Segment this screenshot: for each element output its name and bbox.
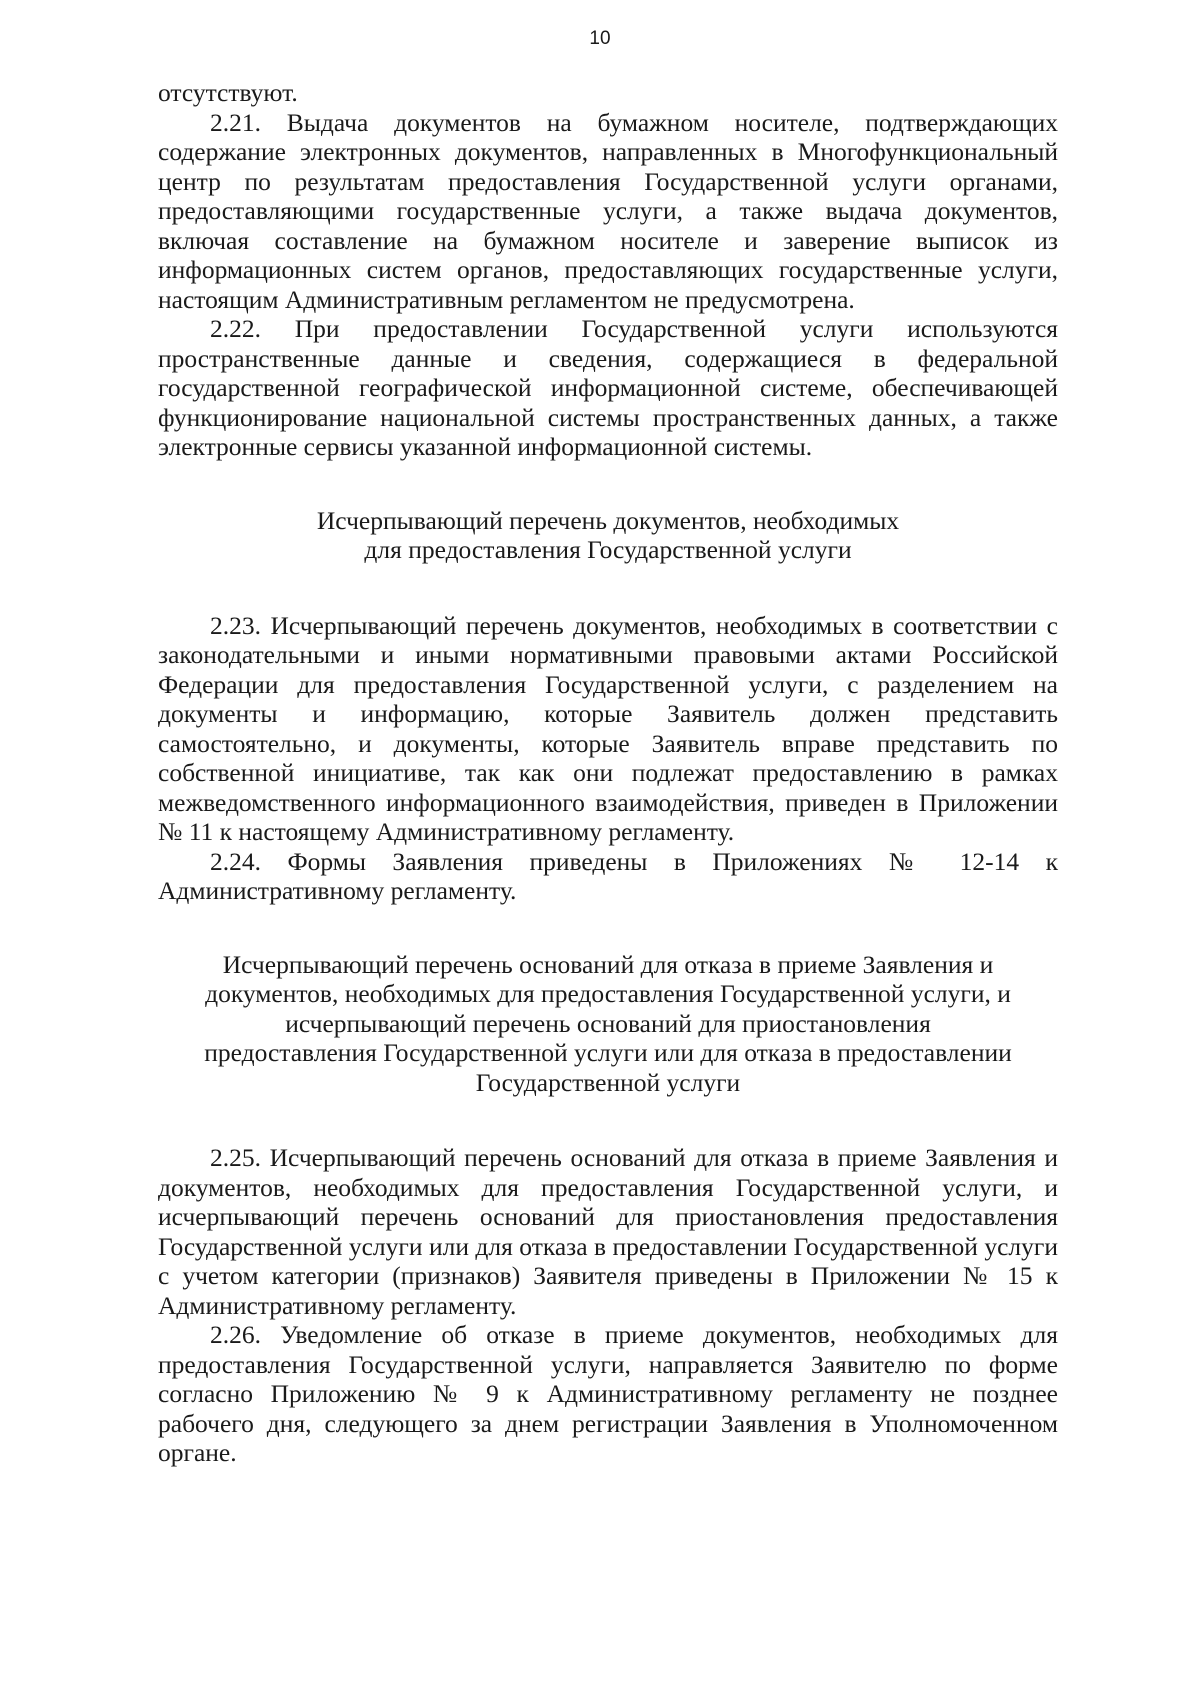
paragraph-2-24: 2.24. Формы Заявления приведены в Приложениях № 12-14 к Административному регламенту. [158,846,1058,905]
paragraph-2-25: 2.25. Исчерпывающий перечень оснований для отказа в приеме Заявления и документов, необходимых для предоставления Государственной услуги, и исчерпывающий перечень оснований для приостановления предоставления Государственной услуги или для отказа в предоставлении Государственной услуги с учетом категории (признаков) Заявителя приведены в Приложении № 15 к Административному регламенту. [158,1143,1058,1320]
paragraph-2-22: 2.22. При предоставлении Государственной услуги используются пространственные данные и сведения, содержащиеся в федеральной государственной географической информационной системе, обеспечивающей функционирование национальной системы пространственных данных, а также электронные сервисы указанной информационной системы. [158,314,1058,461]
section-heading-documents: Исчерпывающий перечень документов, необходимых для предоставления Государственной услуги [316,505,900,564]
section-heading-refusal-grounds: Исчерпывающий перечень оснований для отказа в приеме Заявления и документов, необходимых для предоставления Государственной услуги, и исчерпывающий перечень оснований для приостановления предоставления Государственной услуги или для отказа в предоставлении Государственной услуги [204,949,1012,1097]
paragraph-2-26: 2.26. Уведомление об отказе в приеме документов, необходимых для предоставления Государственной услуги, направляется Заявителю по форме согласно Приложению № 9 к Административному регламенту не позднее рабочего дня, следующего за днем регистрации Заявления в Уполномоченном органе. [158,1320,1058,1467]
page-number: 10 [589,28,611,49]
document-body [158,78,1058,1468]
paragraph-2-21: 2.21. Выдача документов на бумажном носителе, подтверждающих содержание электронных документов, направленных в Многофункциональный центр по результатам предоставления Государственной услуги органами, предоставляющими государственные услуги, а также выдача документов, включая составление на бумажном носителе и заверение выписок из информационных систем органов, предоставляющих государственные услуги, настоящим Административным регламентом не предусмотрена. [158,107,1058,314]
paragraph-2-23: 2.23. Исчерпывающий перечень документов, необходимых в соответствии с законодательными и иными нормативными правовыми актами Российской Федерации для предоставления Государственной услуги, с разделением на документы и информацию, которые Заявитель должен представить самостоятельно, и документы, которые Заявитель вправе представить по собственной инициативе, так как они подлежат предоставлению в рамках межведомственного информационного взаимодействия, приведен в Приложении № 11 к настоящему Административному регламенту. [158,610,1058,846]
paragraph-continuation: отсутствуют. [158,78,298,107]
